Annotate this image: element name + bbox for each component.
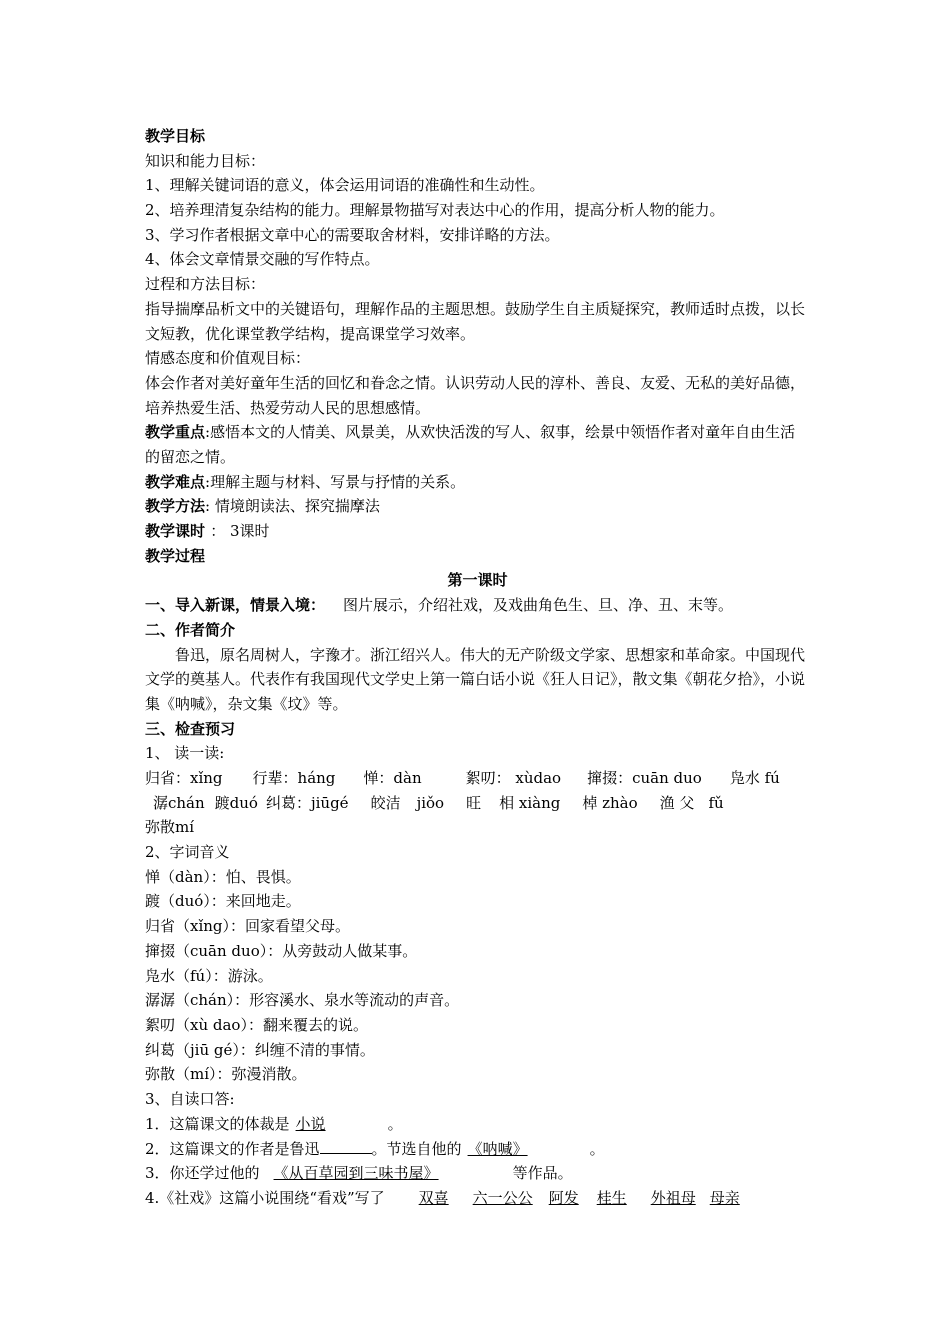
question-3-answer: 《从百草园到三味书屋》 <box>273 1164 439 1183</box>
hours <box>145 519 810 544</box>
character-name: 桂生 <box>596 1188 627 1207</box>
question-3 <box>145 1161 810 1186</box>
section-1-label: 一、导入新课，情景入境： <box>145 596 326 615</box>
objective-2: 2、培养理清复杂结构的能力。理解景物描写对表达中心的作用，提高分析人物的能力。 <box>145 201 725 220</box>
question-2-answer: 《呐喊》 <box>467 1140 528 1159</box>
pinyin-row-2 <box>145 791 810 816</box>
pinyin-item: 纠葛：jiūgé <box>265 793 349 812</box>
pinyin-item: 皎洁 <box>370 793 401 812</box>
objective-1: 1、理解关键词语的意义，体会运用词语的准确性和生动性。 <box>145 176 545 195</box>
pinyin-item: 行辈：háng <box>252 769 336 788</box>
pinyin-item: 渔 父 <box>659 793 695 812</box>
methods-label: 教学方法 <box>145 497 206 516</box>
pinyin-item: fǔ <box>708 793 724 812</box>
question-1-text: 1．这篇课文的体裁是 <box>145 1114 290 1133</box>
section-1 <box>145 593 810 618</box>
vocab-item: 踱（duó）：来回地走。 <box>145 892 301 911</box>
objective-3: 3、学习作者根据文章中心的需要取舍材料，安排详略的方法。 <box>145 225 560 244</box>
process-paragraph: 指导揣摩品析文中的关键语句，理解作品的主题思想。鼓励学生自主质疑探究，教师适时点拨，以长文短教，优化课堂教学结构，提高课堂学习效率。 <box>145 299 806 343</box>
pinyin-row-3: 弥散mí <box>145 818 195 837</box>
difficulties-label: 教学难点 <box>145 472 206 491</box>
question-2-mid: 。节选自他的 <box>371 1140 462 1159</box>
question-4-text: 4.《社戏》这篇小说围绕“看戏”写了 <box>145 1188 385 1207</box>
section-1-text: 图片展示，介绍社戏，及戏曲角色生、旦、净、丑、末等。 <box>343 596 734 615</box>
section-2-label: 二、作者简介 <box>145 620 236 639</box>
heading-teaching-process: 教学过程 <box>145 546 206 565</box>
question-1-end: 。 <box>387 1114 403 1133</box>
emotion-paragraph: 体会作者对美好童年生活的回忆和眷念之情。认识劳动人民的淳朴、善良、友爱、无私的美好品德，培养热爱生活、热爱劳动人民的思想感情。 <box>145 373 806 417</box>
objective-4: 4、体会文章情景交融的写作特点。 <box>145 250 380 269</box>
character-name: 六一公公 <box>472 1188 533 1207</box>
vocab-item: 撺掇（cuān duo）：从旁鼓动人做某事。 <box>145 941 418 960</box>
author-paragraph: 鲁迅，原名周树人，字豫才。浙江绍兴人。伟大的无产阶级文学家、思想家和革命家。中国现代文学的奠基人。代表作有我国现代文学史上第一篇白话小说《狂人日记》，散文集《朝花夕拾》，小说集《呐喊》，杂文集《坟》等。 <box>145 645 806 713</box>
pinyin-row-1 <box>145 766 810 791</box>
question-2-text: 2．这篇课文的作者是鲁迅 <box>145 1140 320 1159</box>
question-4 <box>145 1186 810 1211</box>
methods <box>145 494 810 519</box>
vocab-item: 絮叨（xù dao）：翻来覆去的说。 <box>145 1015 368 1034</box>
question-2 <box>145 1136 810 1161</box>
pinyin-item: 絮叨： xùdao <box>465 769 562 788</box>
vocab-item: 纠葛（jiū gé）：纠缠不清的事情。 <box>145 1040 375 1059</box>
pinyin-item: 凫水 fú <box>729 769 780 788</box>
vocab-item: 凫水（fú）：游泳。 <box>145 966 273 985</box>
pinyin-item: 惮：dàn <box>363 769 422 788</box>
key-points <box>145 420 810 469</box>
heading-knowledge: 知识和能力目标： <box>145 151 266 170</box>
question-2-blank <box>320 1136 372 1154</box>
pinyin-item: jiǒo <box>416 793 445 812</box>
lesson-title: 第一课时 <box>447 571 508 590</box>
heading-objectives: 教学目标 <box>145 127 206 145</box>
document-body <box>145 124 810 1210</box>
character-name: 双喜 <box>418 1188 449 1207</box>
question-3-end: 等作品。 <box>512 1164 573 1183</box>
character-name: 外祖母 <box>650 1188 696 1207</box>
hours-label: 教学课时 <box>145 522 211 541</box>
pinyin-item: 撺掇：cuān duo <box>587 769 702 788</box>
heading-emotion: 情感态度和价值观目标： <box>145 349 311 368</box>
heading-process: 过程和方法目标： <box>145 275 266 294</box>
hours-text: ： 3课时 <box>210 522 270 541</box>
question-4-answers <box>385 1189 740 1207</box>
question-1-answer: 小说 <box>295 1114 326 1133</box>
question-1 <box>145 1112 810 1137</box>
question-3-text: 3．你还学过他的 <box>145 1164 260 1183</box>
character-name: 母亲 <box>709 1188 740 1207</box>
pinyin-item: 踱duó <box>214 793 258 812</box>
methods-text: : 情境朗读法、探究揣摩法 <box>205 497 380 516</box>
self-read-label: 3、自读口答: <box>145 1089 235 1108</box>
read-label: 1、 读一读: <box>145 744 225 763</box>
pinyin-item: 棹 zhào <box>582 793 638 812</box>
vocab-item: 归省（xǐng）：回家看望父母。 <box>145 917 351 936</box>
vocab-item: 潺潺（chán）：形容溪水、泉水等流动的声音。 <box>145 991 460 1010</box>
vocab-item: 惮（dàn）：怕、畏惧。 <box>145 867 301 886</box>
difficulties-text: :理解主题与材料、写景与抒情的关系。 <box>205 472 466 491</box>
pinyin-item: 旺 <box>466 793 482 812</box>
pinyin-item: 潺chán <box>153 793 205 812</box>
pinyin-item: 归省：xǐng <box>145 769 223 788</box>
section-3-label: 三、检查预习 <box>145 719 236 738</box>
question-2-end: 。 <box>589 1140 605 1159</box>
character-name: 阿发 <box>548 1188 579 1207</box>
key-points-text: :感悟本文的人情美、风景美，从欢快活泼的写人、叙事，绘景中领悟作者对童年自由生活的留恋之情。 <box>145 423 796 467</box>
vocab-item: 弥散（mí）：弥漫消散。 <box>145 1065 307 1084</box>
key-points-label: 教学重点 <box>145 423 206 442</box>
pinyin-item: 相 xiàng <box>499 793 561 812</box>
difficulties <box>145 470 810 495</box>
vocab-label: 2、字词音义 <box>145 843 230 862</box>
